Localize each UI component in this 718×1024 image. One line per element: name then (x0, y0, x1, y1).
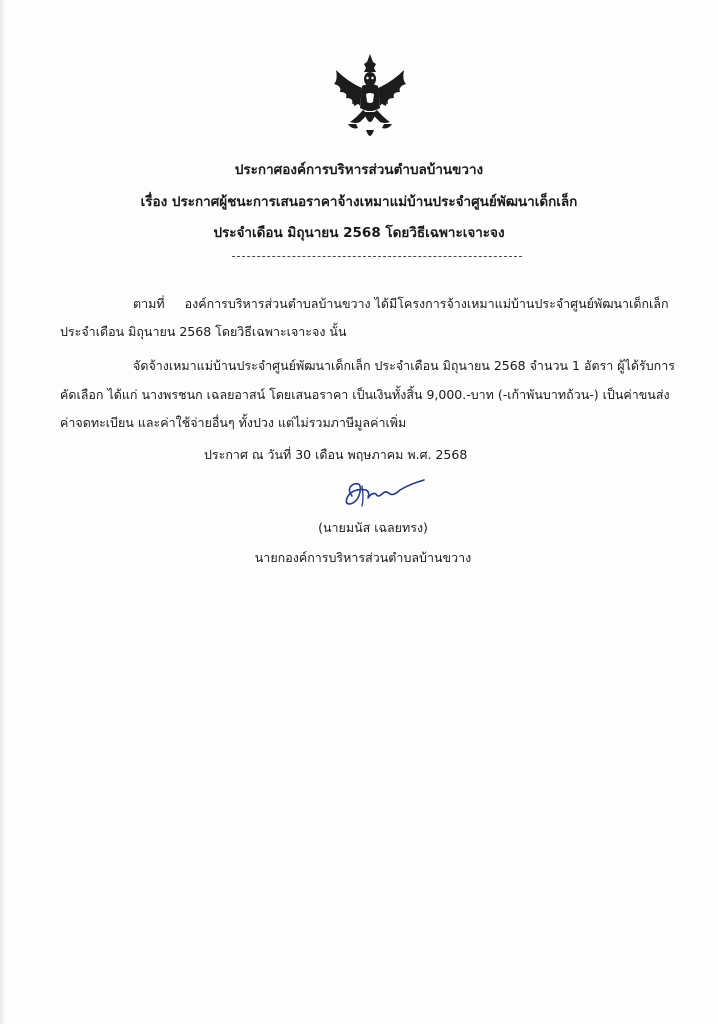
paragraph-1-line-2: ประจำเดือน มิถุนายน 2568 โดยวิธีเฉพาะเจาะจง นั้น (60, 324, 347, 339)
paragraph-2-line-3: ค่าจดทะเบียน และค่าใช้จ่ายอื่นๆ ทั้งปวง แต่ไม่รวมภาษีมูลค่าเพิ่ม (60, 415, 407, 430)
handwritten-signature (340, 474, 430, 514)
paragraph-2-line-2: คัดเลือก ได้แก่ นางพรชนก เฉลยอาสน์ โดยเสนอราคา เป็นเงินทั้งสิ้น 9,000.-บาท (-เก้าพันบาทถ้วน-) เป็นค่าขนส่ง (60, 387, 670, 402)
announcement-date: ประกาศ ณ วันที่ 30 เดือน พฤษภาคม พ.ศ. 2568 (204, 447, 468, 462)
paragraph-1-line-1 (133, 294, 669, 314)
paragraph-1-prefix: ตามที่ (133, 296, 165, 311)
garuda-emblem-icon (330, 52, 410, 144)
signer-title: นายกองค์การบริหารส่วนตำบลบ้านขวาง (254, 550, 472, 565)
announcement-subject: เรื่อง ประกาศผู้ชนะการเสนอราคาจ้างเหมาแม่บ้านประจำศูนย์พัฒนาเด็กเล็ก (140, 194, 578, 210)
scan-edge-shadow (0, 0, 6, 1024)
paragraph-1-text: องค์การบริหารส่วนตำบลบ้านขวาง ได้มีโครงการจ้างเหมาแม่บ้านประจำศูนย์พัฒนาเด็กเล็ก (184, 296, 669, 311)
header-divider (232, 256, 522, 257)
paragraph-2-line-1: จัดจ้างเหมาแม่บ้านประจำศูนย์พัฒนาเด็กเล็ก ประจำเดือน มิถุนายน 2568 จำนวน 1 อัตรา ผู้ได้รับการ (133, 358, 675, 373)
announcement-period: ประจำเดือน มิถุนายน 2568 โดยวิธีเฉพาะเจาะจง (213, 225, 505, 241)
signer-name: (นายมนัส เฉลยทรง) (318, 520, 428, 535)
announcement-heading: ประกาศองค์การบริหารส่วนตำบลบ้านขวาง (234, 162, 484, 178)
